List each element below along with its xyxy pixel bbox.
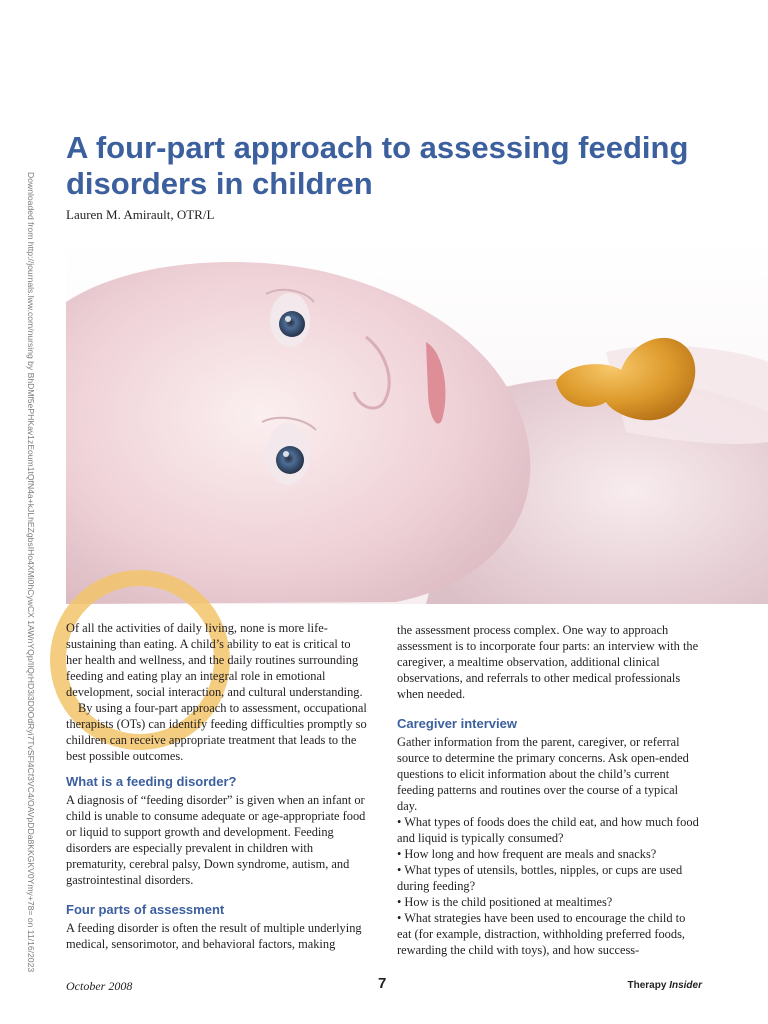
footer-date: October 2008 [66,979,133,993]
intro-paragraph-2: By using a four-part approach to assessment, occupational therapists (OTs) can identify feeding difficulties promptly so children can receive appropriate treatment that leads to the best possible outcomes. [66,701,367,763]
continued-paragraph: the assessment process complex. One way to approach assessment is to incorporate four parts: an interview with the caregiver, a mealtime observation, additional clinical observations, and referrals to other medical professionals when needed. [397,623,699,701]
right-column [397,622,699,958]
intro-paragraph-1: Of all the activities of daily living, none is more life-sustaining than eating. A child’s ability to eat is critical to her health and wellness, and the daily routines surrounding feeding and eating play an integral role in emotional development, social interaction, and cultural understanding. [66,621,363,699]
heading-what-is-feeding-disorder: What is a feeding disorder? [66,774,237,789]
page-number: 7 [378,975,387,992]
footer-brand-italic: Insider [669,980,702,991]
download-watermark-text: Downloaded from http://journals.lww.com/nursing by BhDMf5ePHKav1zEoum1tQfN4a+kJLhEZgbsIHo4XMi0hCywCX 1AWnYQp/IlQrHD3i3D0OdRyi7TvSFl4Cf3VC4/OAVpDDa8KKGKV0Ymy+78= on 11/16/2023 [26,172,36,973]
footer-brand [628,980,702,991]
four-parts-paragraph: A feeding disorder is often the result of multiple underlying medical, sensorimotor, and behavioral factors, making [66,921,362,951]
bullet-item: • What strategies have been used to encourage the child to eat (for example, distraction, withholding preferred foods, rewarding the child with toys), and how success- [397,911,686,957]
bullet-item: • What types of utensils, bottles, nipples, or cups are used during feeding? [397,863,683,893]
heading-caregiver-interview: Caregiver interview [397,716,517,731]
left-column [66,620,368,952]
article-author: Lauren M. Amirault, OTR/L [66,207,215,222]
footer-brand-main: Therapy [627,980,670,991]
bullet-item: • How long and how frequent are meals and snacks? [397,847,657,861]
bullet-item: • How is the child positioned at mealtimes? [397,895,613,909]
bullet-item: • What types of foods does the child eat, and how much food and liquid is typically consumed? [397,815,699,845]
heading-four-parts-of-assessment: Four parts of assessment [66,902,225,917]
baby-photo [66,242,768,604]
feeding-disorder-paragraph: A diagnosis of “feeding disorder” is given when an infant or child is unable to consume adequate or age-appropriate food or liquid to support growth and development. Feeding disorders are especially prevalent in children with prematurity, cerebral palsy, Down syndrome, autism, and gastrointestinal disorders. [66,793,366,887]
download-watermark [14,172,46,973]
caregiver-interview-paragraph: Gather information from the parent, caregiver, or referral source to determine the primary concerns. Ask open-ended questions to elicit information about the child’s current feeding patterns and routines over the course of a typical day. [397,735,689,813]
article-title: A four-part approach to assessing feeding disorders in children [66,130,689,201]
